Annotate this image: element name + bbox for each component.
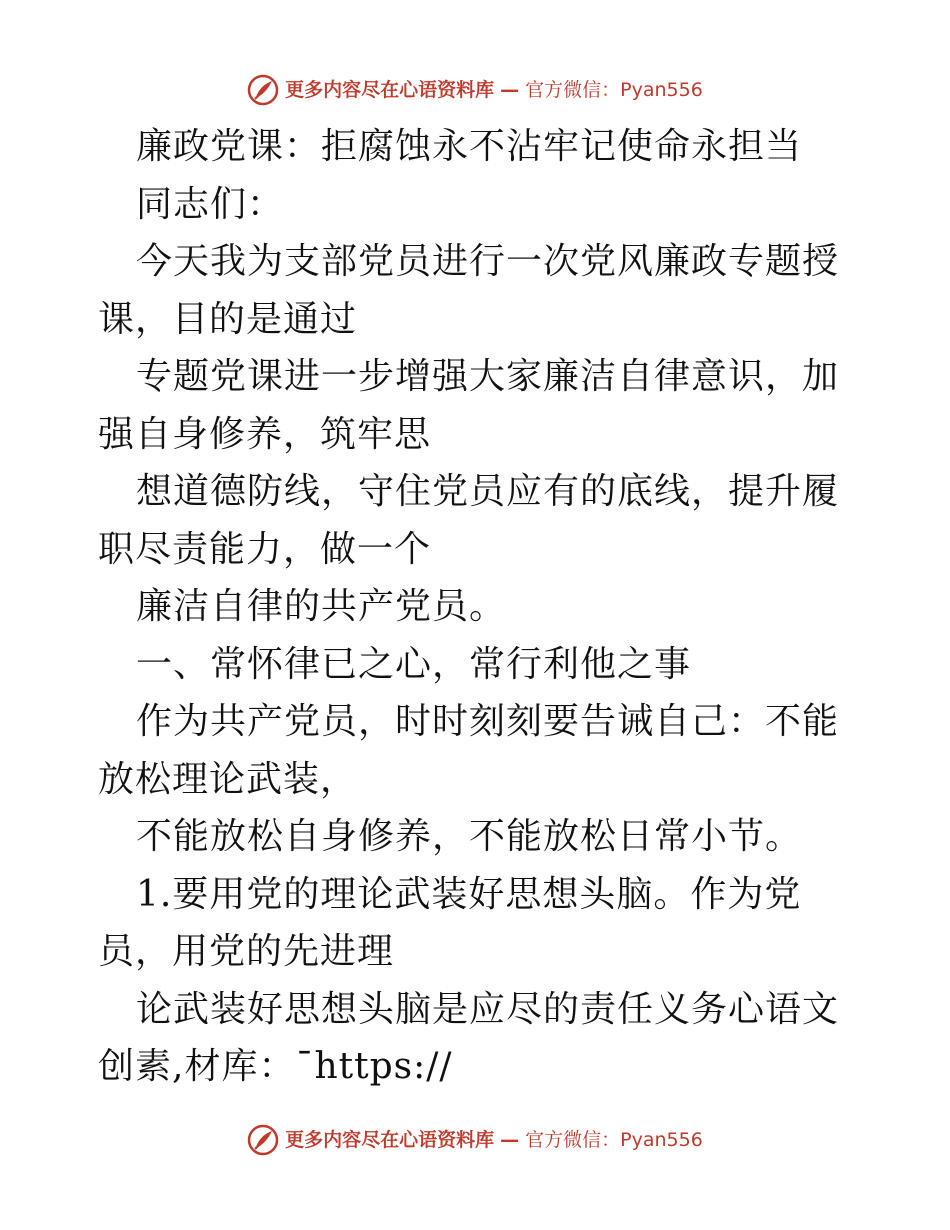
paragraph-line: 廉洁自律的共产党员。: [136, 586, 507, 627]
red-quill-logo-icon: [247, 1124, 279, 1156]
watermark-text: 更多内容尽在心语资料库: [285, 79, 495, 101]
paragraph-line: 论武装好思想头脑是应尽的责任义务心语文创素,材库：¯https://: [98, 988, 840, 1087]
red-quill-logo-icon: [247, 74, 279, 106]
paragraph-line: 今天我为支部党员进行一次党风廉政专题授课，目的是通过: [98, 241, 840, 340]
watermark-wechat: 官方微信：Pyan556: [525, 1129, 703, 1151]
paragraph-line: 作为共产党员，时时刻刻要告诫自己：不能放松理论武装，: [98, 701, 840, 800]
paragraph-line: 1.要用党的理论武装好思想头脑。作为党员，用党的先进理: [98, 873, 802, 972]
watermark-text: 更多内容尽在心语资料库: [285, 1129, 495, 1151]
document-title: 廉政党课：拒腐蚀永不沾牢记使命永担当: [136, 126, 803, 167]
watermark-separator: —: [500, 79, 520, 101]
paragraph-line: 同志们：: [136, 183, 285, 225]
watermark-separator: —: [500, 1129, 520, 1151]
header-watermark: [0, 73, 950, 107]
paragraph-line: 不能放松自身修养，不能放松日常小节。: [136, 816, 803, 857]
paragraph-line: 想道德防线，守住党员应有的底线，提升履职尽责能力，做一个: [98, 471, 840, 570]
section-heading: 一、常怀律已之心，常行利他之事: [136, 643, 692, 685]
document-body: [98, 118, 858, 1096]
footer-watermark: [0, 1123, 950, 1157]
watermark-wechat: 官方微信：Pyan556: [525, 79, 703, 101]
paragraph-line: 专题党课进一步增强大家廉洁自律意识，加强自身修养，筑牢思: [98, 356, 840, 455]
